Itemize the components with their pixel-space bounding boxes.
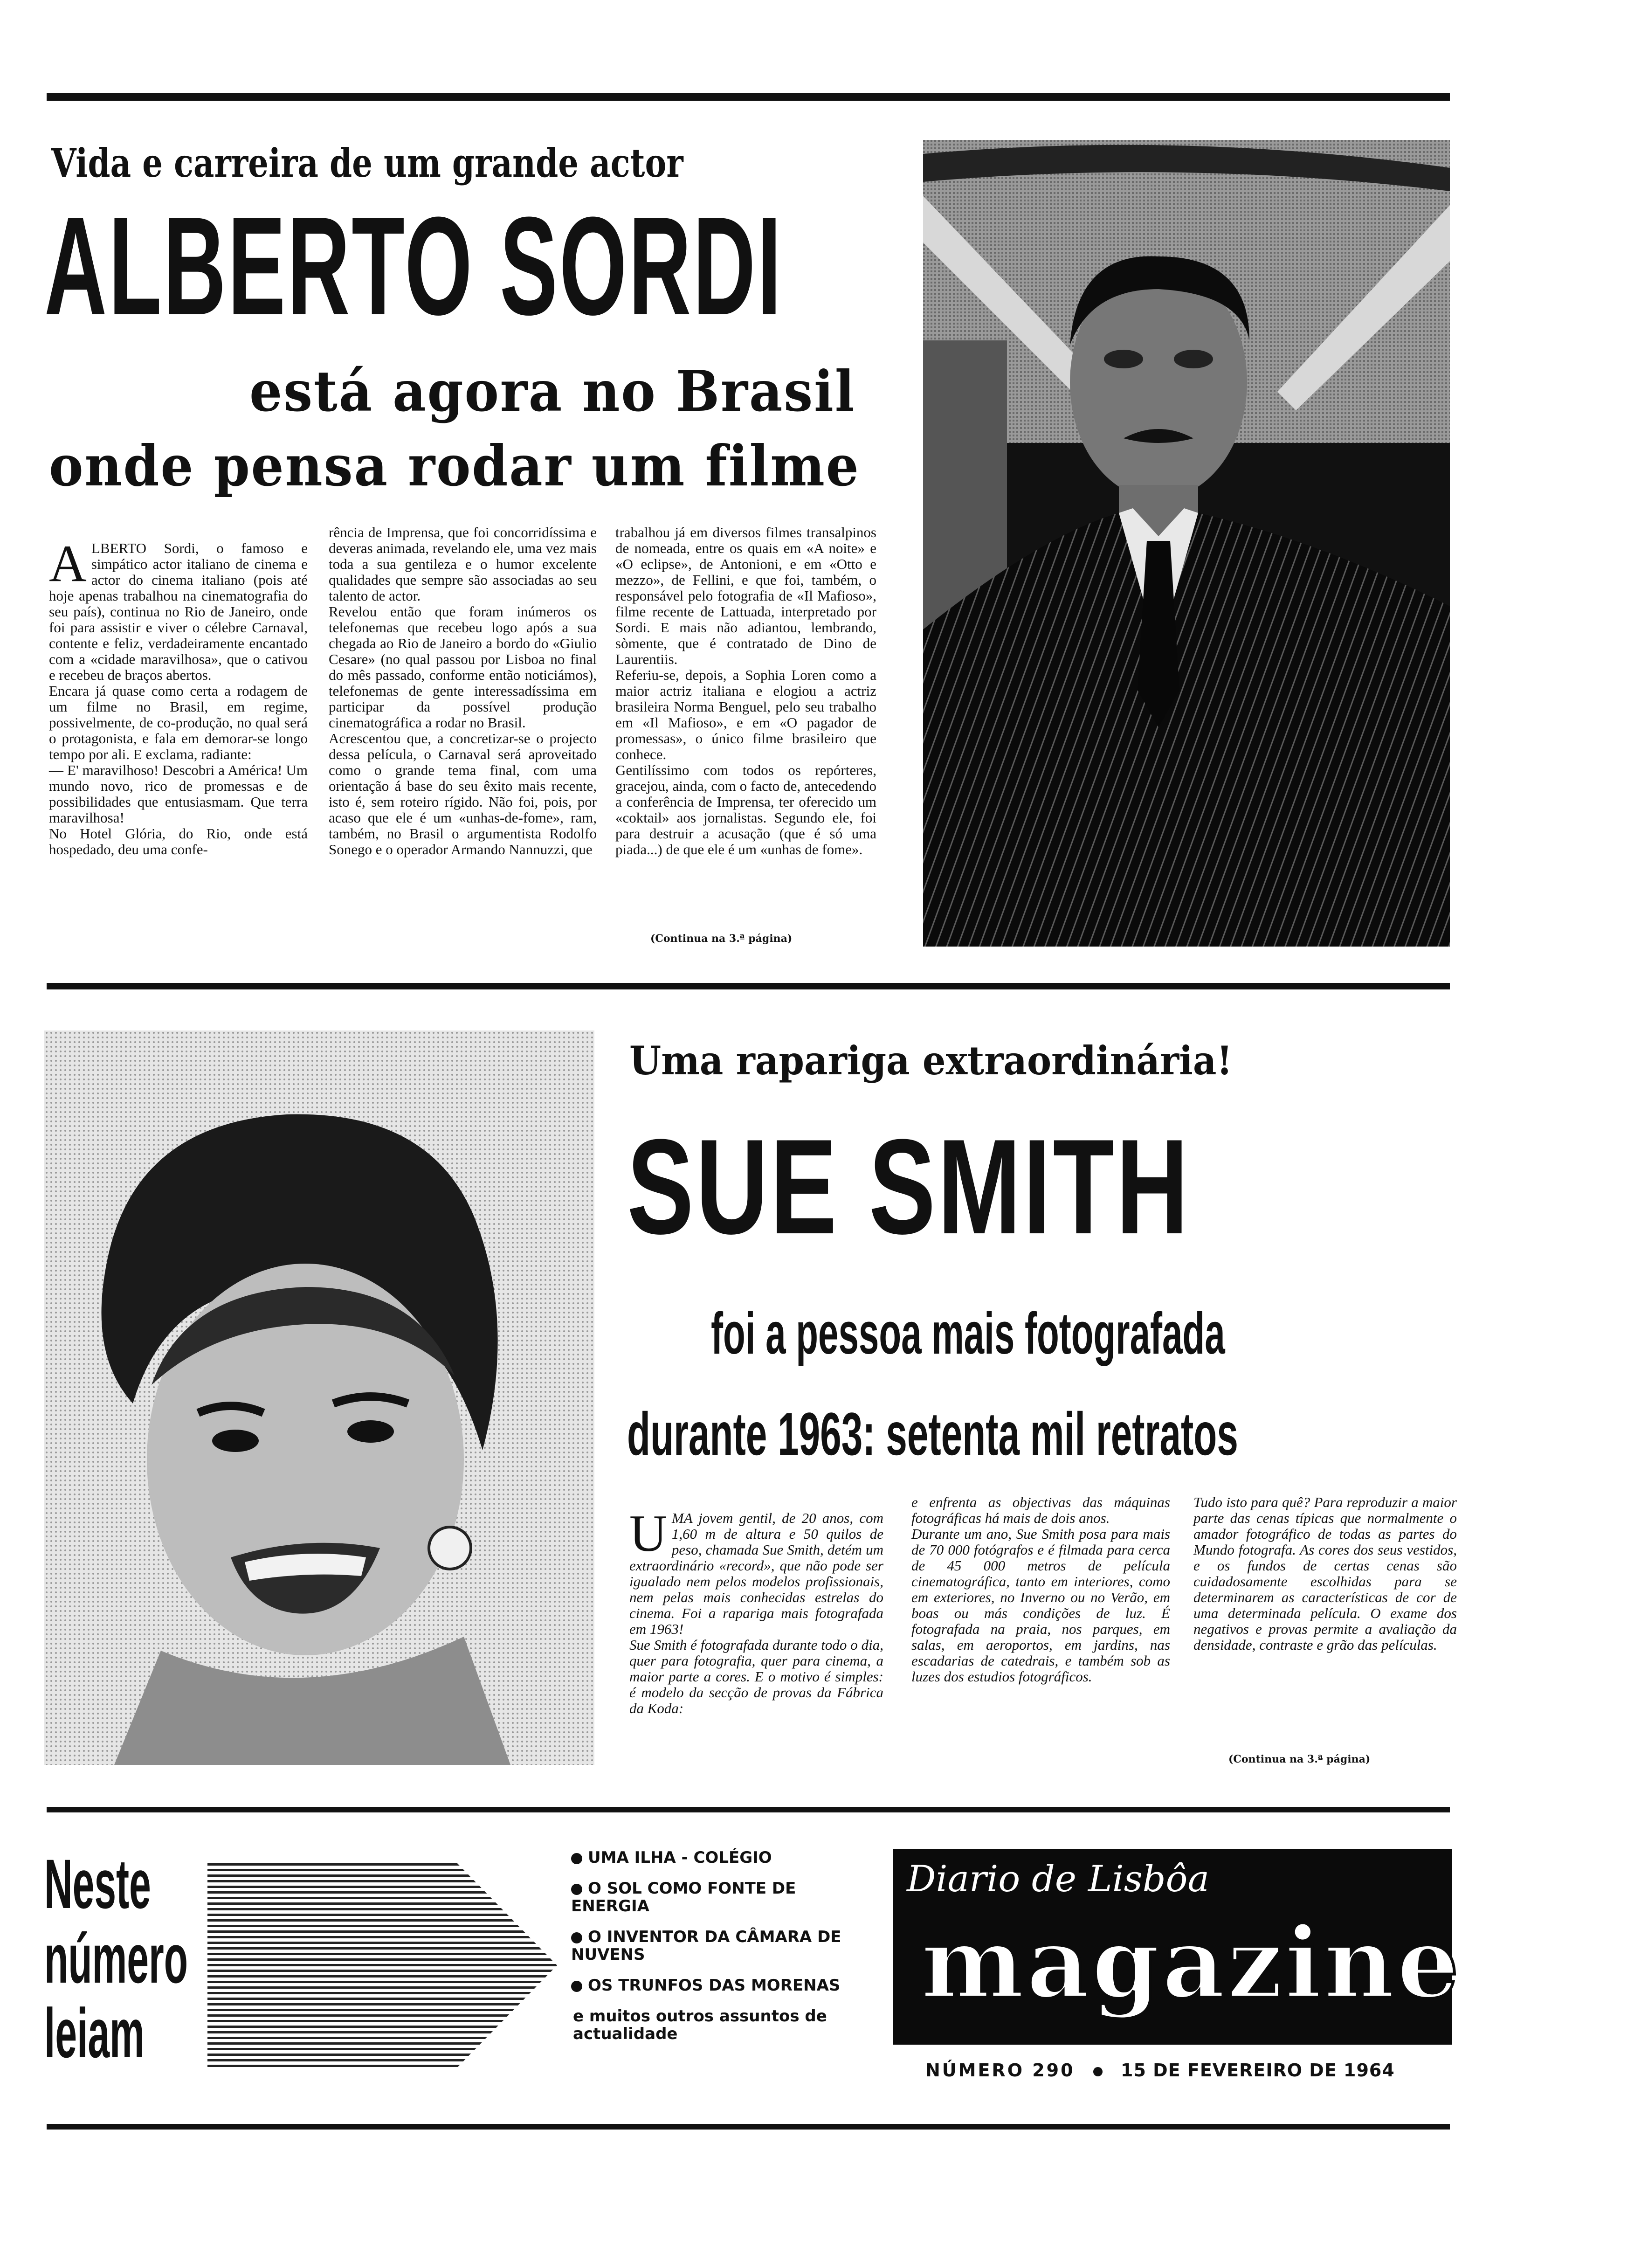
article2-headline: SUE SMITH [627,1111,1191,1262]
brand-main: magazine [921,1905,1461,2020]
alberto-sordi-photo-graphic [923,140,1450,947]
bottom-rule [47,2124,1450,2130]
contents-item: O SOL COMO FONTE DE ENERGIA [571,1879,796,1915]
neste-line-3: leiam [44,1994,145,2072]
article1-deck-line2: onde pensa rodar um filme [49,433,860,499]
issue-number: NÚMERO 290 [925,2060,1075,2081]
article1-column-1-text: LBERTO Sordi, o famoso e simpático actor italiano de cinema e actor do cinema italiano (pois até hoje apenas trabalhou na cinematografia do seu país), continua no Rio de Janeiro, onde foi para assistir e viver o célebre Carnaval, contente e feliz, verdadeiramente encantado com a «cidade maravilhosa», que o cativou e recebeu de braços abertos. Encara já quase como certa a rodagem de um filme no Brasil, em regime, possivelmente, de co-produção, no qual será o protagonista, e fala em demorar-se longo tempo por ali. E exclama, radiante: — E' maravilhoso! Descobri a América! Um mundo novo, rico de promessas e de possibilidades que entusiasmam. Que terra maravilhosa! No Hotel Glória, do Rio, onde está hospedado, deu uma confe- [49,540,308,857]
bullet-icon [571,1932,582,1943]
neste-line-1: Neste [44,1845,151,1923]
contents-item: O INVENTOR DA CÂMARA DE NUVENS [571,1928,841,1964]
article2-dropcap: U [629,1505,667,1563]
sue-smith-photo-graphic [44,1030,594,1765]
sue-smith-photo [44,1030,594,1765]
article2-column-1 [629,1494,883,1716]
article2-kicker: Uma rapariga extraordinária! [629,1037,1233,1084]
contents-list [571,1849,860,2043]
bullet-icon [571,1884,582,1895]
neste-line-2: número [44,1919,188,1998]
middle-rule [47,983,1450,989]
neste-numero-block [44,1846,566,2084]
bullet-icon [571,1853,582,1864]
contents-item: OS TRUNFOS DAS MORENAS [571,1977,860,1994]
article1-column-1 [49,525,308,857]
article2-column-2: e enfrenta as objectivas das máquinas fotográficas há mais de dois anos. Durante um ano, Sue Smith posa para mais de 70 000 fotógrafos e é filmada para cerca de 45 000 metros de película cinematográfica, tanto em interiores, como em exteriores, no Inverno ou no Verão, em boas ou más condições de luz. É fotografada na praia, nos parques, em salas, em aeroportos, em jardins, nas escadarias de catedrais, e também sob as luzes dos estudios fotográficos. [911,1494,1170,1685]
article1-kicker: Vida e carreira de um grande actor [51,140,683,186]
top-rule [47,93,1450,101]
magazine-logo [893,1849,1461,2045]
article1-column-3: trabalhou já em diversos filmes transalpinos de nomeada, entre os quais em «A noite» e «O eclipse», de Antonioni, e em «Otto e mezzo», de Fellini, e que foi, também, o responsável pelo fotografia de «Il Mafioso», filme recente de Lattuada, interpretado por Sordi. E mais não adiantou, lembrando, sòmente, que é contratado de Dino de Laurentiis. Referiu-se, depois, a Sophia Loren como a maior actriz italiana e elogiou a actriz brasileira Norma Benguel, pelo seu trabalho em «Il Mafioso», e em «O pagador de promessas», o único filme brasileiro que conhece. Gentilíssimo com todos os repórteres, gracejou, ainda, com o facto de, antecedendo a conferência de Imprensa, ter oferecido um «coktail» aos jornalistas. Segundo ele, foi para destruir a acusação (que é só uma piada...) de que ele é um «unhas de fome». [615,524,876,857]
contents-extra: e muitos outros assuntos de actualidade [573,2007,827,2043]
alberto-sordi-photo [923,140,1450,947]
article2-deck-line2: durante 1963: setenta mil retratos [627,1400,1238,1468]
neste-text [44,1846,188,2070]
brand-top: Diario de Lisbôa [907,1858,1210,1900]
article2-column-1-text: MA jovem gentil, de 20 anos, com 1,60 m de altura e 50 quilos de peso, chamada Sue Smith, detém um extraordinário «record», que não pode ser igualado nem pelos modelos profissionais, nem pelas mais conhecidas estrelas do cinema. Foi a rapariga mais fotografada em 1963! Sue Smith é fotografada durante todo o dia, quer para fotografia, quer para cinema, a maior parte a cores. E o motivo é simples: é modelo da secção de provas da Fábrica da Koda: [629,1510,883,1716]
footer-rule [47,1807,1450,1812]
contents-item: UMA ILHA - COLÉGIO [571,1849,860,1867]
article2-column-3: Tudo isto para quê? Para reproduzir a maior parte das cenas típicas que normalmente o amador fotográfico de todas as partes do Mundo fotografa. As cores dos seus vestidos, e os fundos de certas cenas são cuidadosamente escolhidas para se determinarem as características de cor de uma determinada película. O exame dos negativos e provas permite a avaliação da densidade, contraste e grão das películas. [1193,1494,1457,1653]
article1-continued: (Continua na 3.ª página) [650,933,793,945]
separator-dot [1093,2067,1103,2076]
article1-dropcap: A [49,535,87,593]
article2-deck-line1: foi a pessoa mais fotografada [711,1300,1225,1366]
article2-continued: (Continua na 3.ª página) [1228,1753,1371,1765]
article1-headline: ALBERTO SORDI [44,187,783,344]
issue-line [925,2060,1395,2081]
article1-column-2: rência de Imprensa, que foi concorridíssima e deveras animada, revelando ele, uma vez mais toda a sua gentileza e o humor excelente qualidades que sempre são associadas ao seu talento de actor. Revelou então que foram inúmeros os telefonemas que recebeu logo após a sua chegada ao Rio de Janeiro a bordo do «Giulio Cesare» (no qual passou por Lisboa no final do mês passado, conforme então noticiámos), telefonemas de gente interessadíssima em participar da possível produção cinematográfica a rodar no Brasil. Acrescentou que, a concretizar-se o projecto dessa película, o Carnaval será aproveitado como o grande tema final, com uma orientação á base do seu êxito mais recente, isto é, sem roteiro rígido. Não foi, pois, por acaso que ele é um «unhas-de-fome», ram, também, no Brasil o argumentista Rodolfo Sonego e o operador Armando Nannuzzi, que [329,524,597,857]
article1-deck-line1: está agora no Brasil [249,359,856,424]
issue-date: 15 DE FEVEREIRO DE 1964 [1121,2060,1395,2081]
bullet-icon [571,1981,582,1992]
